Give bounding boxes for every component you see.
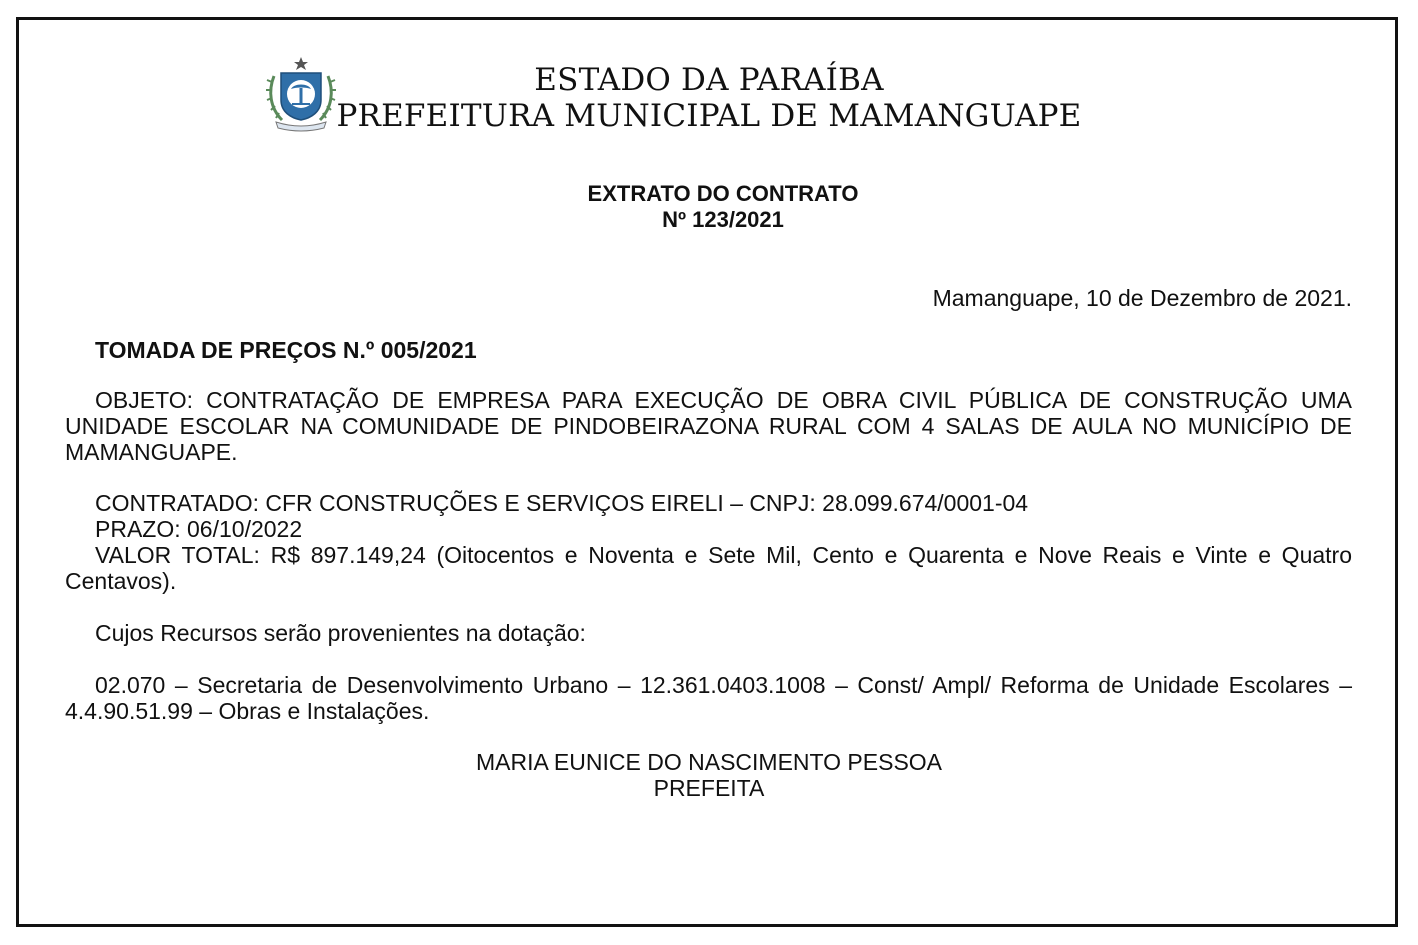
contract-total-value: VALOR TOTAL: R$ 897.149,24 (Oitocentos e Noventa e Sete Mil, Cento e Quarenta e Nove Reais e Vinte e Quatro Centavos).	[65, 542, 1352, 594]
contract-number: Nº 123/2021	[662, 207, 784, 232]
resources-intro: Cujos Recursos serão provenientes na dotação:	[95, 620, 586, 646]
contracted-company: CONTRATADO: CFR CONSTRUÇÕES E SERVIÇOS EIRELI – CNPJ: 28.099.674/0001-04	[95, 490, 1029, 516]
document-date: Mamanguape, 10 de Dezembro de 2021.	[932, 285, 1352, 311]
contract-object: OBJETO: CONTRATAÇÃO DE EMPRESA PARA EXECUÇÃO DE OBRA CIVIL PÚBLICA DE CONSTRUÇÃO UMA UNIDADE ESCOLAR NA COMUNIDADE DE PINDOBEIRAZONA RURAL COM 4 SALAS DE AULA NO MUNICÍPIO DE MAMANGUAPE.	[65, 387, 1352, 465]
header-municipality: PREFEITURA MUNICIPAL DE MAMANGUAPE	[336, 98, 1082, 134]
document-title: EXTRATO DO CONTRATO	[587, 181, 859, 206]
budget-allocation: 02.070 – Secretaria de Desenvolvimento Urbano – 12.361.0403.1008 – Const/ Ampl/ Reforma de Unidade Escolares – 4.4.90.51.99 – Obras e Instalações.	[65, 672, 1352, 724]
contract-term: PRAZO: 06/10/2022	[95, 516, 303, 542]
signatory-role: PREFEITA	[653, 775, 765, 801]
tender-reference: TOMADA DE PREÇOS N.º 005/2021	[95, 337, 477, 363]
header-state: ESTADO DA PARAÍBA	[534, 62, 884, 98]
signatory-name: MARIA EUNICE DO NASCIMENTO PESSOA	[475, 749, 943, 775]
